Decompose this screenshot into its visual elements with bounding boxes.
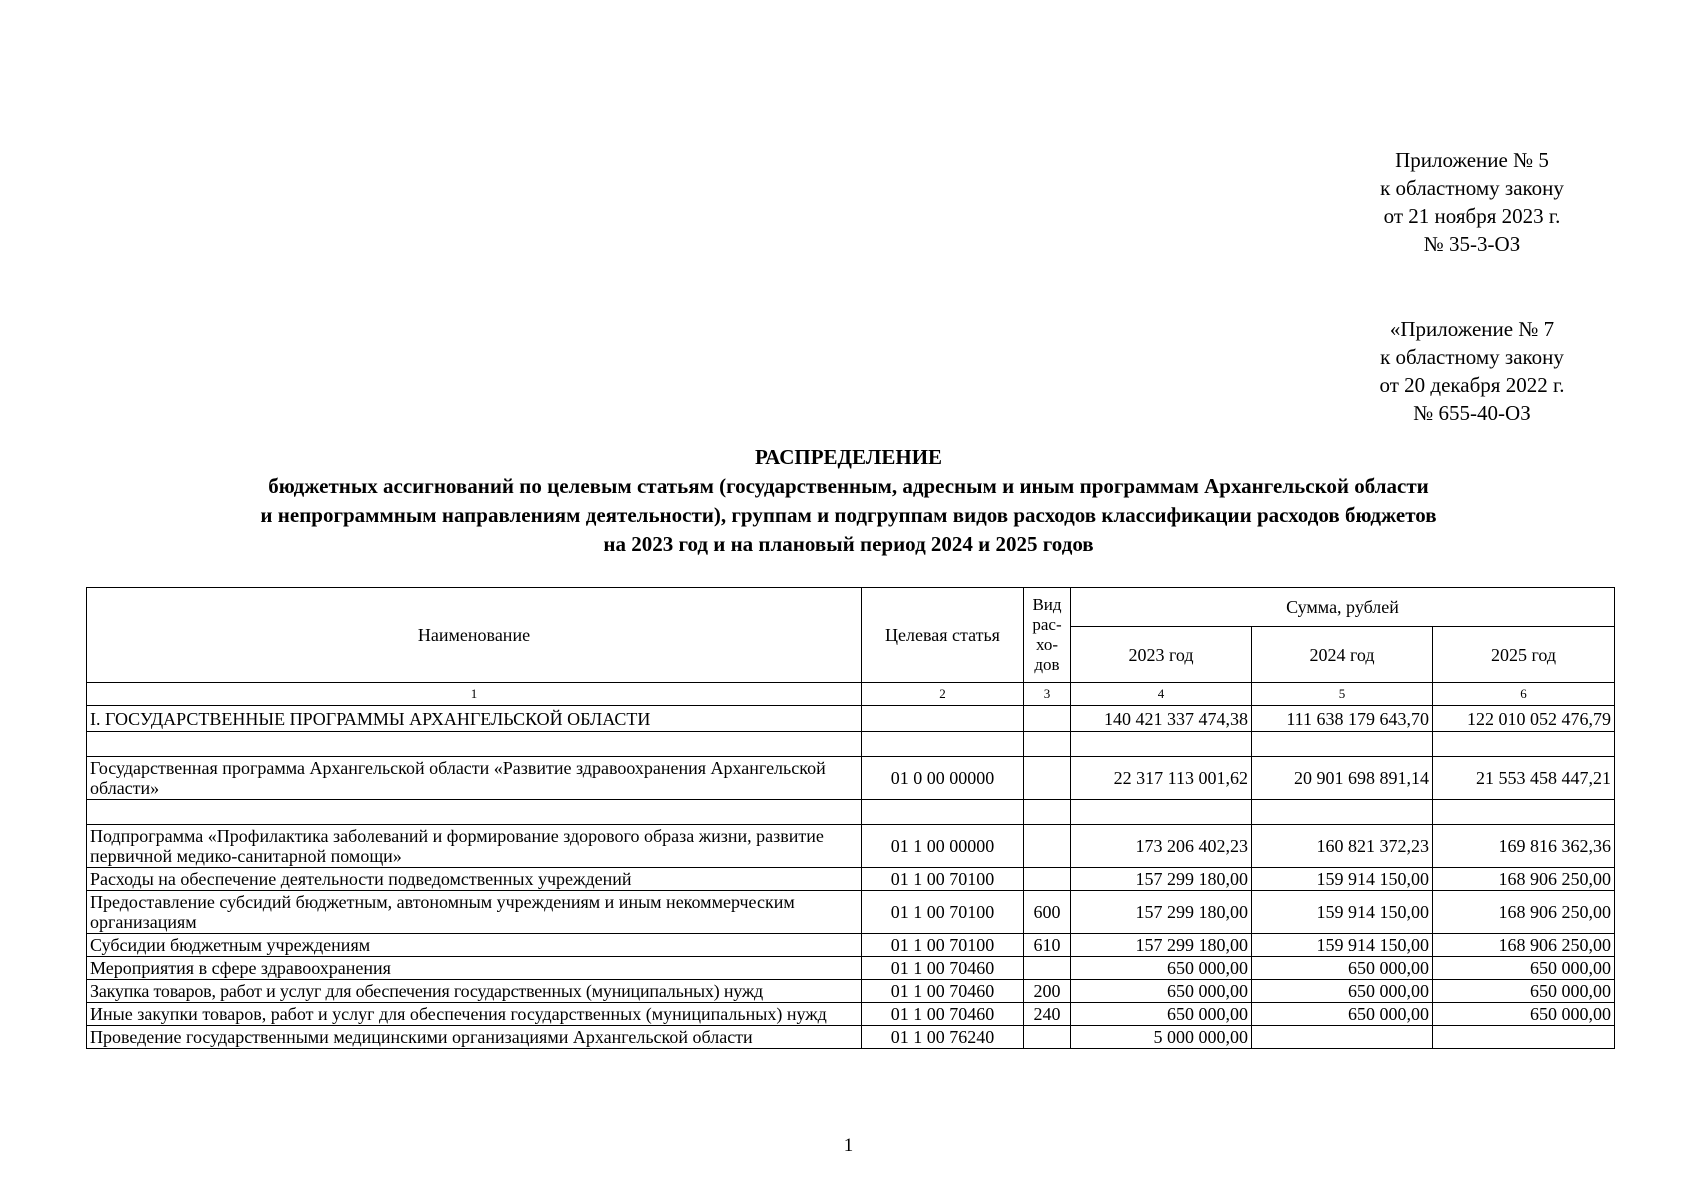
- row-2024: 159 914 150,00: [1252, 934, 1433, 957]
- table-row: [87, 825, 1615, 868]
- row-2025: 168 906 250,00: [1433, 934, 1615, 957]
- header-sum: Сумма, рублей: [1071, 588, 1615, 627]
- row-2024: 159 914 150,00: [1252, 891, 1433, 934]
- spacer-row: [87, 800, 1615, 825]
- row-2024: 111 638 179 643,70: [1252, 706, 1433, 732]
- header-2023: 2023 год: [1071, 627, 1252, 683]
- appendix-line: к областному закону: [1380, 176, 1564, 200]
- column-index: 5: [1252, 683, 1433, 706]
- row-2024: 160 821 372,23: [1252, 825, 1433, 868]
- row-type: [1024, 757, 1071, 800]
- column-index: 4: [1071, 683, 1252, 706]
- row-2023: 140 421 337 474,38: [1071, 706, 1252, 732]
- row-2023: 650 000,00: [1071, 1003, 1252, 1026]
- row-2023: 157 299 180,00: [1071, 868, 1252, 891]
- row-name: Подпрограмма «Профилактика заболеваний и формирование здорового образа жизни, развитие первичной медико-санитарной помощи»: [87, 825, 862, 868]
- row-name: I. ГОСУДАРСТВЕННЫЕ ПРОГРАММЫ АРХАНГЕЛЬСКОЙ ОБЛАСТИ: [87, 706, 862, 732]
- row-2023: 173 206 402,23: [1071, 825, 1252, 868]
- page-number: 1: [843, 1135, 854, 1156]
- appendix-line: «Приложение № 7: [1389, 317, 1555, 341]
- header-2025: 2025 год: [1433, 627, 1615, 683]
- row-2025: 122 010 052 476,79: [1433, 706, 1615, 732]
- row-2024: 650 000,00: [1252, 980, 1433, 1003]
- title-main: РАСПРЕДЕЛЕНИЕ: [754, 445, 943, 469]
- table-row: [87, 980, 1615, 1003]
- row-name: Мероприятия в сфере здравоохранения: [87, 957, 862, 980]
- title-line: и непрограммным направлениям деятельности), группам и подгруппам видов расходов классификации расходов бюджетов: [260, 503, 1437, 527]
- spacer-cell: [862, 732, 1024, 757]
- row-2023: 5 000 000,00: [1071, 1026, 1252, 1049]
- row-2024: 159 914 150,00: [1252, 868, 1433, 891]
- row-2023: 650 000,00: [1071, 980, 1252, 1003]
- budget-table: [86, 587, 1615, 1049]
- row-name: Предоставление субсидий бюджетным, автономным учреждениям и иным некоммерческим организациям: [87, 891, 862, 934]
- spacer-cell: [87, 800, 862, 825]
- row-type: 240: [1024, 1003, 1071, 1026]
- row-2025: 650 000,00: [1433, 957, 1615, 980]
- row-2025: 169 816 362,36: [1433, 825, 1615, 868]
- row-code: 01 1 00 00000: [862, 825, 1024, 868]
- row-name: Государственная программа Архангельской области «Развитие здравоохранения Архангельской области»: [87, 757, 862, 800]
- appendix-line: от 20 декабря 2022 г.: [1379, 373, 1565, 397]
- spacer-cell: [1433, 732, 1615, 757]
- appendix-line: № 35-3-ОЗ: [1423, 232, 1521, 256]
- row-name: Субсидии бюджетным учреждениям: [87, 934, 862, 957]
- table-row: [87, 891, 1615, 934]
- header-target-article: Целевая статья: [862, 588, 1024, 683]
- row-name: Расходы на обеспечение деятельности подведомственных учреждений: [87, 868, 862, 891]
- spacer-cell: [1252, 800, 1433, 825]
- spacer-row: [87, 732, 1615, 757]
- header-expense-type: Вид рас- хо- дов: [1024, 588, 1071, 683]
- appendix-amended: [1342, 315, 1602, 427]
- header-2024: 2024 год: [1252, 627, 1433, 683]
- document-title: [0, 443, 1697, 559]
- row-type: [1024, 868, 1071, 891]
- table-row: [87, 868, 1615, 891]
- row-type: 600: [1024, 891, 1071, 934]
- table-row: [87, 706, 1615, 732]
- spacer-cell: [1252, 732, 1433, 757]
- title-line: бюджетных ассигнований по целевым статьям (государственным, адресным и иным программам Архангельской области: [268, 474, 1429, 498]
- column-index: 1: [87, 683, 862, 706]
- column-index: 6: [1433, 683, 1615, 706]
- row-type: 200: [1024, 980, 1071, 1003]
- row-code: 01 1 00 70100: [862, 891, 1024, 934]
- header-name: Наименование: [87, 588, 862, 683]
- row-2023: 22 317 113 001,62: [1071, 757, 1252, 800]
- row-2023: 157 299 180,00: [1071, 891, 1252, 934]
- row-2024: 20 901 698 891,14: [1252, 757, 1433, 800]
- row-code: [862, 706, 1024, 732]
- row-2024: [1252, 1026, 1433, 1049]
- row-2025: 650 000,00: [1433, 980, 1615, 1003]
- spacer-cell: [1433, 800, 1615, 825]
- column-index: 3: [1024, 683, 1071, 706]
- row-code: 01 1 00 70460: [862, 980, 1024, 1003]
- row-2025: [1433, 1026, 1615, 1049]
- row-name: Иные закупки товаров, работ и услуг для обеспечения государственных (муниципальных) нужд: [87, 1003, 862, 1026]
- row-2025: 650 000,00: [1433, 1003, 1615, 1026]
- row-code: 01 0 00 00000: [862, 757, 1024, 800]
- table-row: [87, 1003, 1615, 1026]
- spacer-cell: [1071, 800, 1252, 825]
- row-2024: 650 000,00: [1252, 1003, 1433, 1026]
- title-line: на 2023 год и на плановый период 2024 и 2025 годов: [603, 532, 1094, 556]
- row-code: 01 1 00 70460: [862, 957, 1024, 980]
- header-row: [87, 588, 1615, 627]
- appendix-current: [1342, 146, 1602, 258]
- table-row: [87, 934, 1615, 957]
- column-index-row: [87, 683, 1615, 706]
- appendix-line: Приложение № 5: [1395, 148, 1549, 172]
- row-2023: 650 000,00: [1071, 957, 1252, 980]
- row-type: [1024, 706, 1071, 732]
- table-row: [87, 757, 1615, 800]
- row-2025: 21 553 458 447,21: [1433, 757, 1615, 800]
- row-2025: 168 906 250,00: [1433, 891, 1615, 934]
- row-code: 01 1 00 70100: [862, 934, 1024, 957]
- spacer-cell: [1071, 732, 1252, 757]
- spacer-cell: [862, 800, 1024, 825]
- row-name: Проведение государственными медицинскими организациями Архангельской области: [87, 1026, 862, 1049]
- table-row: [87, 1026, 1615, 1049]
- row-2024: 650 000,00: [1252, 957, 1433, 980]
- column-index: 2: [862, 683, 1024, 706]
- row-code: 01 1 00 76240: [862, 1026, 1024, 1049]
- row-type: [1024, 1026, 1071, 1049]
- spacer-cell: [1024, 732, 1071, 757]
- row-type: 610: [1024, 934, 1071, 957]
- row-2025: 168 906 250,00: [1433, 868, 1615, 891]
- row-code: 01 1 00 70100: [862, 868, 1024, 891]
- appendix-line: к областному закону: [1380, 345, 1564, 369]
- row-type: [1024, 825, 1071, 868]
- appendix-line: № 655-40-ОЗ: [1413, 401, 1531, 425]
- spacer-cell: [87, 732, 862, 757]
- appendix-line: от 21 ноября 2023 г.: [1383, 204, 1561, 228]
- table-row: [87, 957, 1615, 980]
- row-code: 01 1 00 70460: [862, 1003, 1024, 1026]
- spacer-cell: [1024, 800, 1071, 825]
- row-name: Закупка товаров, работ и услуг для обеспечения государственных (муниципальных) нужд: [87, 980, 862, 1003]
- row-2023: 157 299 180,00: [1071, 934, 1252, 957]
- row-type: [1024, 957, 1071, 980]
